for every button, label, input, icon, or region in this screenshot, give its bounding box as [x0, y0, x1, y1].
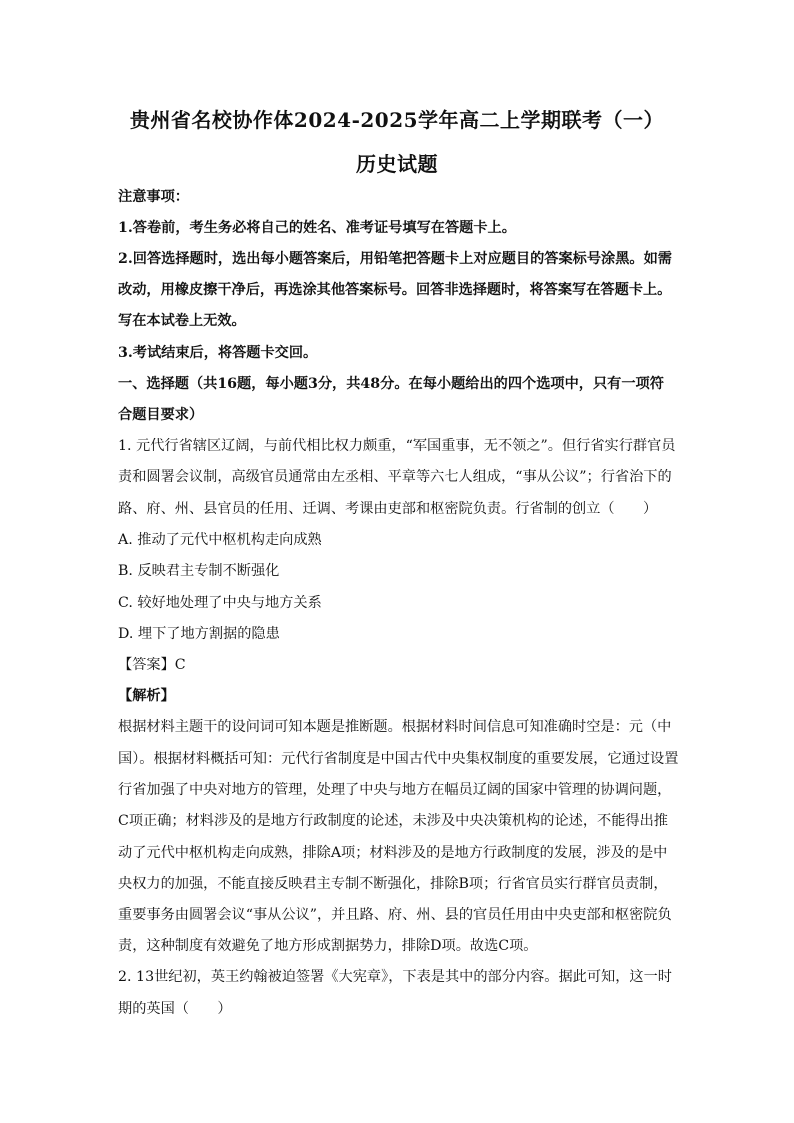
document-title: 贵州省名校协作体2024-2025学年高二上学期联考（一） [129, 108, 665, 132]
question-2-stem-line-2: 期的英国（ ） [118, 1001, 232, 1017]
question-2-stem-line-1: 2. 13世纪初，英王约翰被迫签署《大宪章》，下表是其中的部分内容。据此可知，这一时 [118, 969, 672, 985]
question-1-analysis-line-1: 根据材料主题干的设问词可知本题是推断题。根据材料时间信息可知准确时空是：元（中 [118, 719, 672, 735]
question-1-answer: 【答案】C [118, 657, 186, 673]
question-1-analysis-line-8: 责，这种制度有效避免了地方形成割据势力，排除D项。故选C项。 [118, 938, 538, 954]
question-1-option-b: B. 反映君主专制不断强化 [118, 563, 280, 579]
question-1-stem-line-1: 1. 元代行省辖区辽阔，与前代相比权力颇重，“军国重事，无不领之”。但行省实行群官员 [118, 438, 676, 454]
question-1-stem-line-3: 路、府、州、县官员的任用、迁调、考课由吏部和枢密院负责。行省制的创立（ ） [118, 501, 658, 517]
notice-item-2-line-2: 改动，用橡皮擦干净后，再选涂其他答案标号。回答非选择题时，将答案写在答题卡上。 [118, 282, 672, 298]
question-1-analysis-line-7: 重要事务由圆署会议“事从公议”，并且路、府、州、县的官员任用由中央吏部和枢密院负 [118, 907, 672, 923]
question-1-analysis-line-4: C项正确；材料涉及的是地方行政制度的论述，未涉及中央决策机构的论述，不能得出推 [118, 813, 668, 829]
question-1-stem-line-2: 责和圆署会议制，高级官员通常由左丞相、平章等六七人组成，“事从公议”；行省治下的 [118, 469, 672, 485]
question-1-analysis-line-6: 央权力的加强，不能直接反映君主专制不断强化，排除B项；行省官员实行群官员责制， [118, 876, 668, 892]
question-1-option-c: C. 较好地处理了中央与地方关系 [118, 595, 322, 611]
question-1-analysis-heading: 【解析】 [118, 688, 175, 704]
section-heading-line-2: 合题目要求） [118, 407, 204, 423]
question-1-analysis-line-5: 动了元代中枢机构走向成熟，排除A项；材料涉及的是地方行政制度的发展，涉及的是中 [118, 845, 668, 861]
document-subtitle: 历史试题 [356, 152, 438, 176]
question-1-analysis-line-3: 行省加强了中央对地方的管理，处理了中央与地方在幅员辽阔的国家中管理的协调问题， [118, 782, 672, 798]
notice-item-1: 1.答卷前，考生务必将自己的姓名、准考证号填写在答题卡上。 [118, 220, 516, 236]
notice-heading: 注意事项： [118, 189, 189, 205]
notice-item-3: 3.考试结束后，将答题卡交回。 [118, 345, 318, 361]
question-1-option-a: A. 推动了元代中枢机构走向成熟 [118, 532, 322, 548]
question-1-option-d: D. 埋下了地方割据的隐患 [118, 626, 280, 642]
section-heading-line-1: 一、选择题（共16题，每小题3分，共48分。在每小题给出的四个选项中，只有一项符 [118, 376, 664, 392]
notice-item-2-line-3: 写在本试卷上无效。 [118, 313, 246, 329]
notice-item-2-line-1: 2.回答选择题时，选出每小题答案后，用铅笔把答题卡上对应题目的答案标号涂黑。如需 [118, 251, 672, 267]
question-1-analysis-line-2: 国）。根据材料概括可知：元代行省制度是中国古代中央集权制度的重要发展，它通过设置 [118, 751, 679, 767]
